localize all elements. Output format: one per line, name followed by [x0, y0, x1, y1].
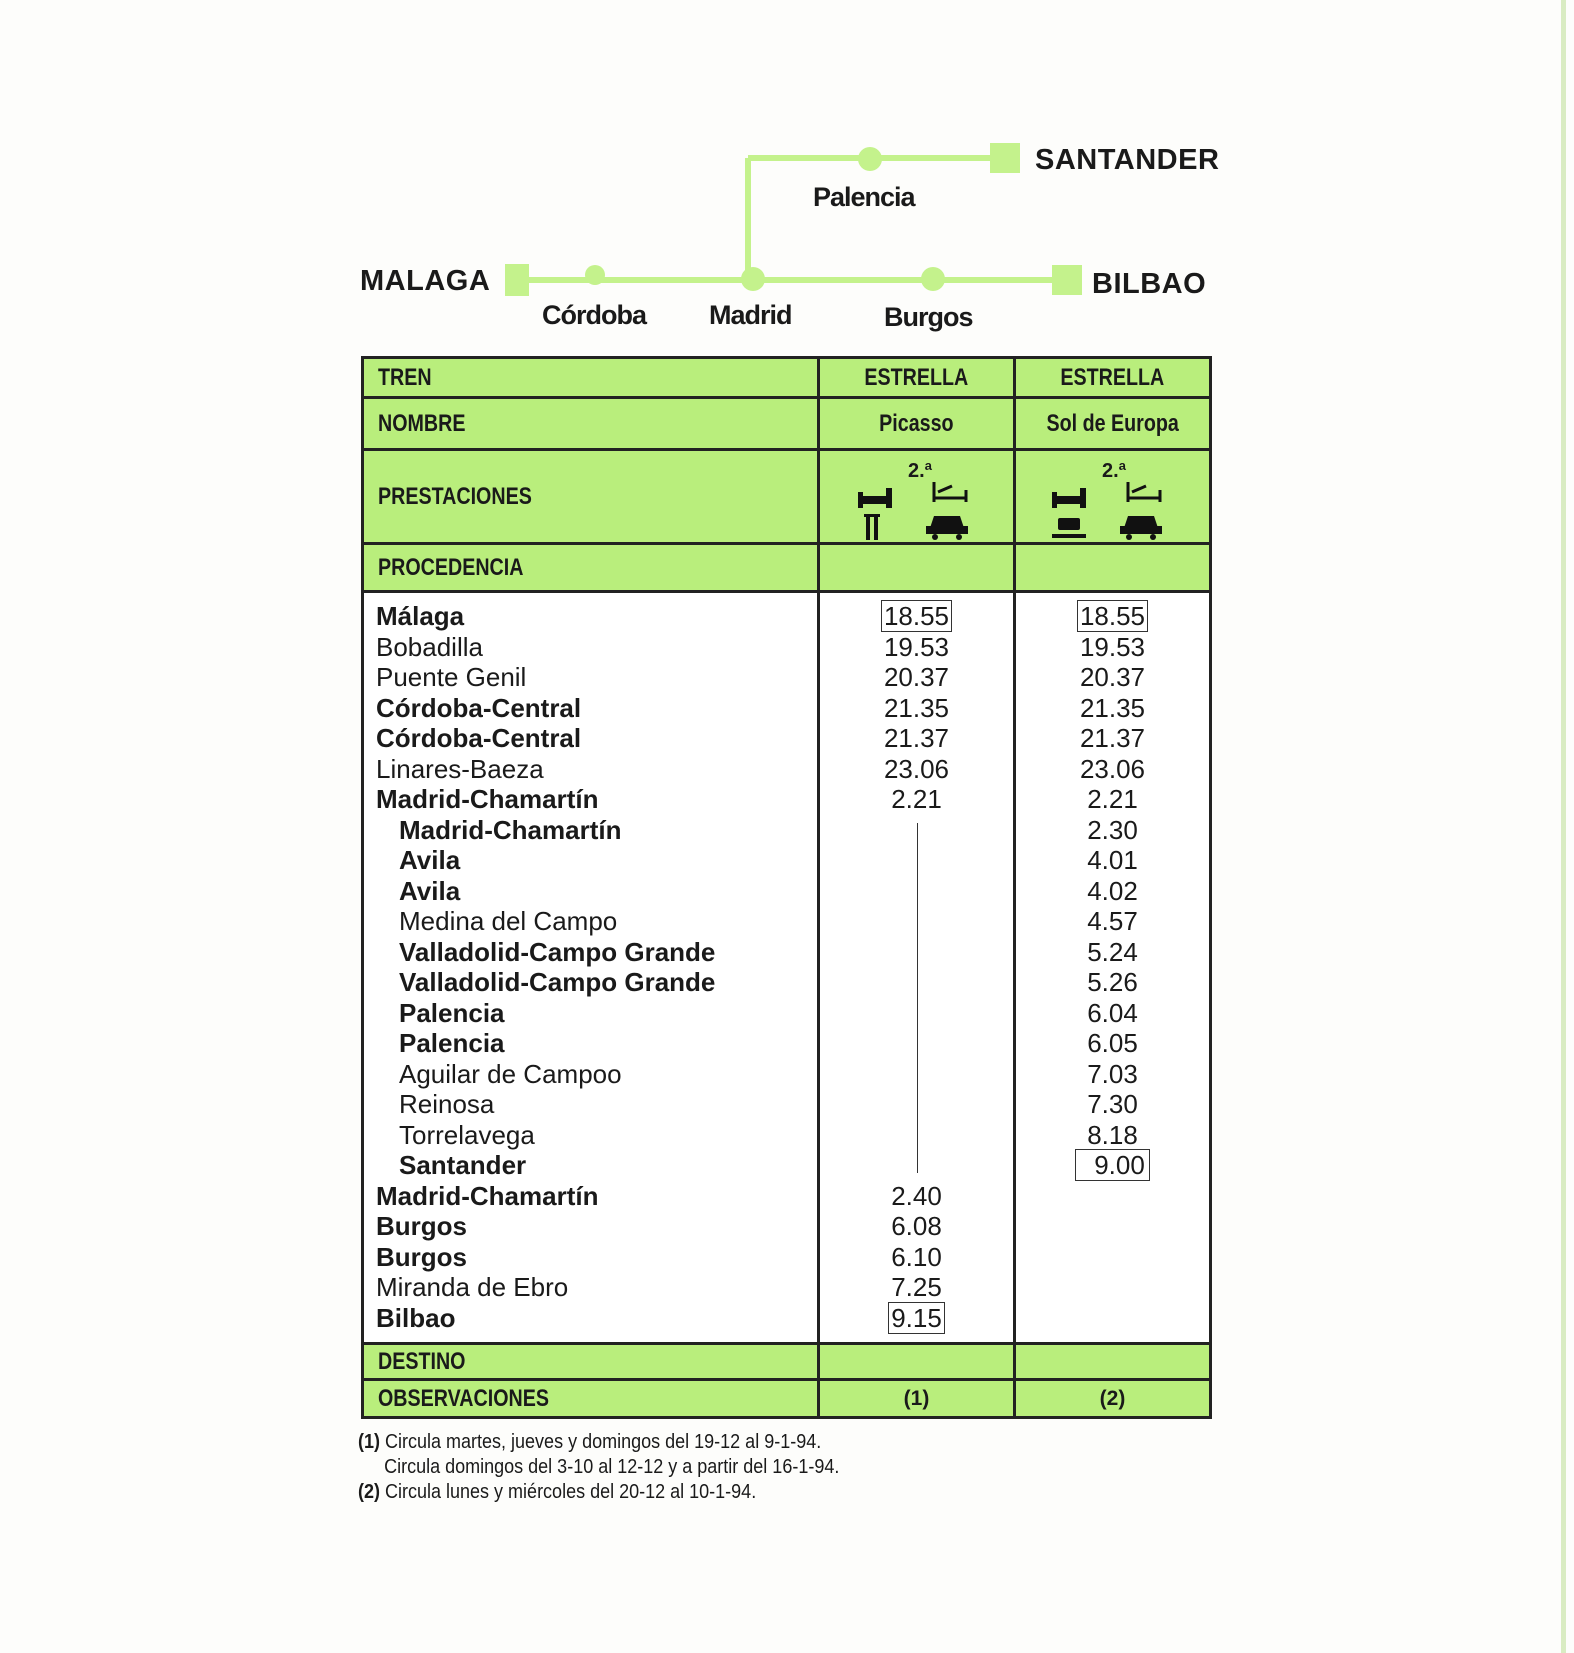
station-name: Palencia: [399, 997, 505, 1028]
label-observaciones: OBSERVACIONES: [363, 1380, 819, 1418]
station-name: Valladolid-Campo Grande: [399, 967, 716, 997]
footnote-mark: (1): [358, 1431, 381, 1453]
station-name: Linares-Baeza: [376, 753, 544, 784]
station-name: Bilbao: [376, 1302, 456, 1333]
footnotes: [358, 1430, 893, 1505]
departure-time: 18.55: [820, 601, 1013, 632]
stop-burgos-dot: [921, 267, 945, 291]
station-name: Torrelavega: [399, 1119, 535, 1150]
station-name: Santander: [399, 1150, 527, 1180]
departure-time: [1016, 1242, 1209, 1273]
footnote-mark: (2): [358, 1481, 381, 1503]
station-name: Madrid-Chamartín: [399, 814, 622, 845]
train-2-procedencia: [1015, 544, 1211, 592]
departure-time: 21.35: [883, 692, 950, 723]
footnote-text: Circula lunes y miércoles del 20-12 al 10-1-94.: [385, 1481, 757, 1503]
station-name: Avila: [399, 875, 461, 906]
departure-time: 4.01: [1087, 845, 1138, 875]
departure-time: 6.04: [1087, 997, 1138, 1028]
route-map-lines: [0, 0, 1574, 350]
station-name: Puente Genil: [376, 662, 527, 692]
departure-time: 18.55: [1016, 601, 1209, 632]
departure-time: 9.00: [1016, 1150, 1209, 1181]
departure-time: 20.37: [1079, 662, 1146, 692]
footnote-1: [358, 1430, 839, 1455]
station-name: Palencia: [399, 1028, 505, 1058]
departure-time: 21.35: [1079, 692, 1146, 723]
station-name: Córdoba-Central: [376, 692, 582, 723]
footnote-1b: [358, 1455, 839, 1480]
row-tren: [363, 358, 1211, 398]
bed-icon: [858, 488, 892, 508]
couchette-icon: [1128, 482, 1160, 502]
row-observaciones: [363, 1380, 1211, 1418]
departure-time: 6.10: [891, 1241, 942, 1272]
terminal-bilbao: [1052, 265, 1082, 295]
class-label: 2.ª: [908, 459, 933, 482]
restaurant-icon: [864, 514, 880, 540]
stop-palencia-dot: [858, 147, 882, 171]
label-tren: TREN: [363, 358, 819, 398]
terminal-santander: [990, 143, 1020, 173]
departure-time: 7.30: [1087, 1089, 1138, 1119]
station-name: Aguilar de Campoo: [399, 1058, 622, 1089]
city-bilbao: BILBAO: [1092, 268, 1207, 300]
class-label: 2.ª: [1102, 459, 1127, 482]
departure-time: [1016, 1272, 1209, 1303]
departure-time: 20.37: [883, 662, 950, 692]
train-2-times: [1015, 592, 1211, 1344]
departure-time: 4.02: [1087, 875, 1138, 906]
departure-time: 21.37: [1079, 723, 1146, 753]
footnote-text: Circula domingos del 3-10 al 12-12 y a partir del 16-1-94.: [384, 1456, 840, 1478]
train-2-destino: [1015, 1344, 1211, 1380]
departure-time: 23.06: [883, 753, 950, 784]
car-transport-icon: [926, 516, 968, 540]
departure-time: [1016, 1211, 1209, 1242]
train-1-destino: [819, 1344, 1015, 1380]
train-1-observaciones: (1): [819, 1380, 1015, 1418]
label-procedencia: PROCEDENCIA: [363, 544, 819, 592]
station-name: Madrid-Chamartín: [376, 1180, 599, 1211]
route-map: [0, 0, 1574, 350]
train-1-times: [819, 592, 1015, 1344]
departure-time: [1016, 1181, 1209, 1212]
departure-time: 8.18: [1087, 1119, 1138, 1150]
station-name: Burgos: [376, 1211, 467, 1241]
footnote-2: [358, 1480, 839, 1505]
station-name: Córdoba-Central: [376, 723, 582, 753]
train-2-tren: ESTRELLA: [1015, 358, 1211, 398]
stop-madrid: Madrid: [709, 300, 792, 330]
stop-madrid-dot: [741, 267, 765, 291]
city-santander: SANTANDER: [1035, 144, 1220, 176]
departure-time: 6.08: [891, 1211, 942, 1241]
stop-cordoba: Córdoba: [542, 300, 646, 330]
departure-time: 5.24: [1087, 936, 1138, 967]
departure-time: 6.05: [1087, 1028, 1138, 1058]
departure-time: [1016, 1303, 1209, 1334]
cafeteria-icon: [1052, 518, 1086, 538]
departure-time: 23.06: [1079, 753, 1146, 784]
footnote-text: Circula martes, jueves y domingos del 19-12 al 9-1-94.: [385, 1431, 822, 1453]
departure-time: 5.26: [1087, 967, 1138, 997]
terminal-malaga: [505, 264, 529, 296]
station-name: Avila: [399, 845, 461, 875]
stop-burgos: Burgos: [884, 302, 973, 332]
couchette-icon: [934, 482, 966, 502]
row-stations: [363, 592, 1211, 1344]
station-name: Medina del Campo: [399, 906, 618, 936]
row-prestaciones: [363, 450, 1211, 544]
train-2-nombre: Sol de Europa: [1015, 398, 1211, 450]
departure-time: 4.57: [1087, 906, 1138, 936]
station-name: Miranda de Ebro: [376, 1272, 569, 1302]
departure-time: 19.53: [883, 631, 950, 662]
station-name: Valladolid-Campo Grande: [399, 936, 716, 967]
label-nombre: NOMBRE: [363, 398, 819, 450]
departure-time: 21.37: [883, 723, 950, 753]
station-name: Málaga: [376, 601, 465, 631]
departure-time: 19.53: [1079, 631, 1146, 662]
city-malaga: MALAGA: [360, 265, 491, 297]
train-1-prestaciones: [819, 450, 1015, 544]
station-name: Bobadilla: [376, 631, 483, 662]
stop-palencia: Palencia: [813, 182, 915, 212]
departure-time: 2.30: [1087, 814, 1138, 845]
departure-time: 9.15: [820, 1303, 1013, 1334]
row-procedencia: [363, 544, 1211, 592]
departure-time: 7.03: [1087, 1058, 1138, 1089]
station-list: [363, 592, 819, 1344]
row-nombre: [363, 398, 1211, 450]
departure-time: 2.40: [891, 1180, 942, 1211]
departure-time: 2.21: [891, 784, 942, 814]
departure-time: 2.21: [1087, 784, 1138, 814]
timetable: [361, 356, 1212, 1419]
pass-through-line: [917, 823, 919, 1173]
bed-icon: [1052, 488, 1086, 508]
train-1-nombre: Picasso: [819, 398, 1015, 450]
car-transport-icon: [1120, 516, 1162, 540]
station-name: Madrid-Chamartín: [376, 784, 599, 814]
train-1-tren: ESTRELLA: [819, 358, 1015, 398]
label-destino: DESTINO: [363, 1344, 819, 1380]
stop-cordoba-dot: [585, 265, 605, 285]
train-1-procedencia: [819, 544, 1015, 592]
train-2-prestaciones: [1015, 450, 1211, 544]
row-destino: [363, 1344, 1211, 1380]
station-name: Reinosa: [399, 1089, 495, 1119]
station-name: Burgos: [376, 1241, 467, 1272]
departure-time: 7.25: [891, 1272, 942, 1302]
train-2-observaciones: (2): [1015, 1380, 1211, 1418]
label-prestaciones: PRESTACIONES: [363, 450, 819, 544]
